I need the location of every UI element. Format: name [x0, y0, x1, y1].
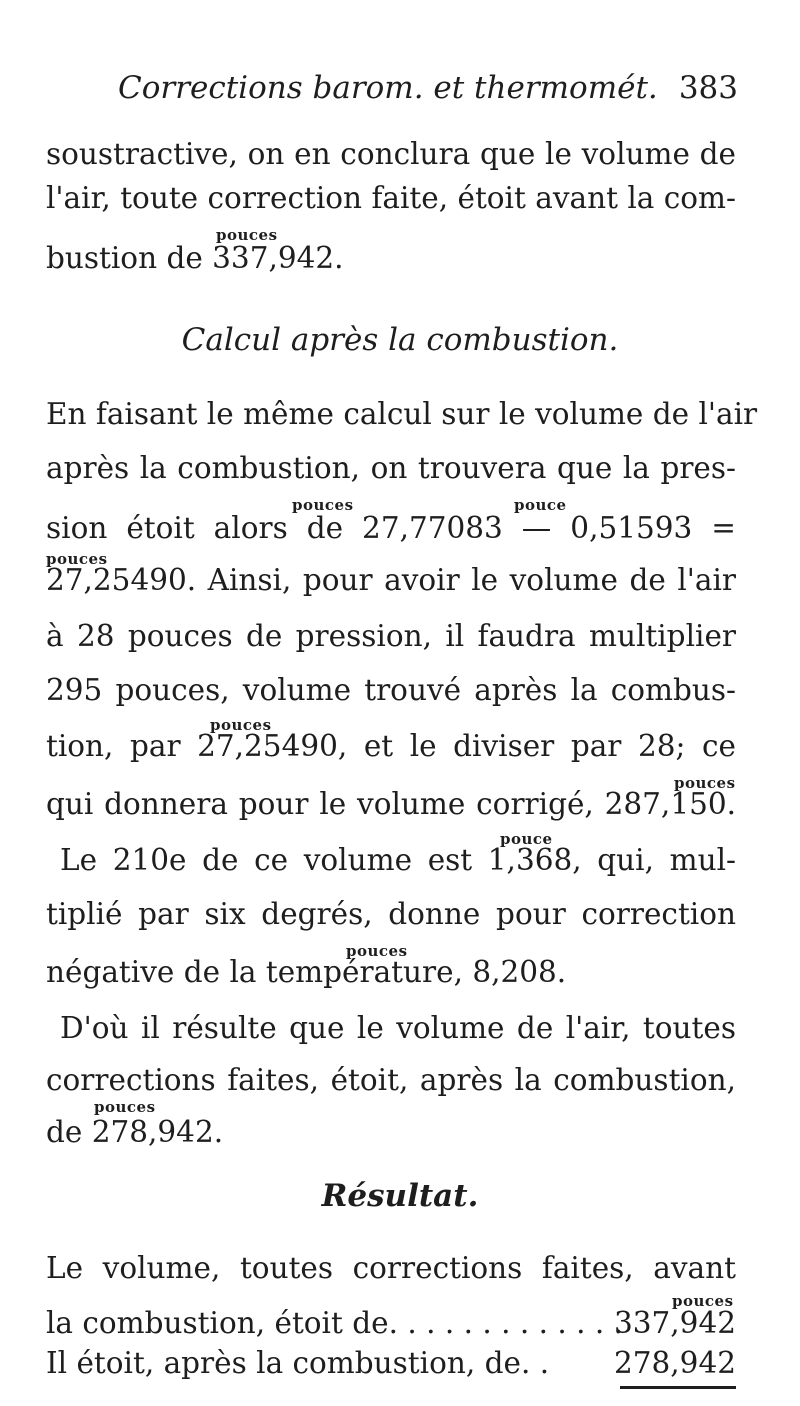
text-line: En faisant le même calcul sur le volume de l'air [46, 397, 758, 431]
result-row [46, 1346, 736, 1380]
unit-annotation: pouces [672, 1292, 734, 1310]
unit-annotation: pouces [346, 942, 408, 960]
text-line: après la combustion, on trouvera que la pres- [46, 451, 736, 485]
text-line: soustractive, on en conclura que le volume de [46, 137, 736, 171]
unit-annotation: pouces [210, 716, 272, 734]
text-line: l'air, toute correction faite, étoit avant la com- [46, 181, 736, 215]
text-line: à 28 pouces de pression, il faudra multiplier [46, 619, 736, 653]
page-number: 383 [678, 70, 738, 106]
unit-annotation: pouces [674, 774, 736, 792]
unit-annotation: pouce [514, 496, 567, 514]
unit-annotation: pouces [46, 550, 108, 568]
result-label: Il étoit, après la combustion, de. . [46, 1346, 550, 1380]
section-heading: Résultat. [321, 1178, 479, 1214]
text-line: qui donnera pour le volume corrigé, 287,150. [46, 787, 736, 821]
running-title: Corrections barom. et thermomét. [118, 70, 658, 106]
running-header [118, 70, 738, 114]
text-line: tion, par 27,25490, et le diviser par 28; ce [46, 729, 736, 763]
text-line: corrections faites, étoit, après la combustion, [46, 1063, 736, 1097]
text-line: de 278,942. [46, 1115, 224, 1149]
unit-annotation: pouces [292, 496, 354, 514]
result-label: la combustion, étoit de. . . . . . . . . . . . . [46, 1306, 623, 1340]
result-value: 337,942 [614, 1306, 736, 1340]
text-line: D'où il résulte que le volume de l'air, toutes [60, 1011, 736, 1045]
text-line: 27,25490. Ainsi, pour avoir le volume de l'air [46, 563, 736, 597]
result-value: 278,942 [614, 1346, 736, 1380]
text-line: bustion de 337,942. [46, 241, 344, 275]
text-line: Le 210e de ce volume est 1,368, qui, mul- [60, 843, 736, 877]
section-heading: Calcul après la combustion. [181, 322, 619, 358]
text-line: Le volume, toutes corrections faites, avant [46, 1251, 736, 1285]
unit-annotation: pouces [216, 226, 278, 244]
text-line: sion étoit alors de 27,77083 — 0,51593 = [46, 511, 736, 545]
result-row [46, 1306, 736, 1340]
text-line: tiplié par six degrés, donne pour correction [46, 897, 736, 931]
text-line: 295 pouces, volume trouvé après la combus- [46, 673, 736, 707]
text-line: négative de la température, 8,208. [46, 955, 567, 989]
unit-annotation: pouce [500, 830, 553, 848]
sum-rule [620, 1386, 736, 1389]
unit-annotation: pouces [94, 1098, 156, 1116]
